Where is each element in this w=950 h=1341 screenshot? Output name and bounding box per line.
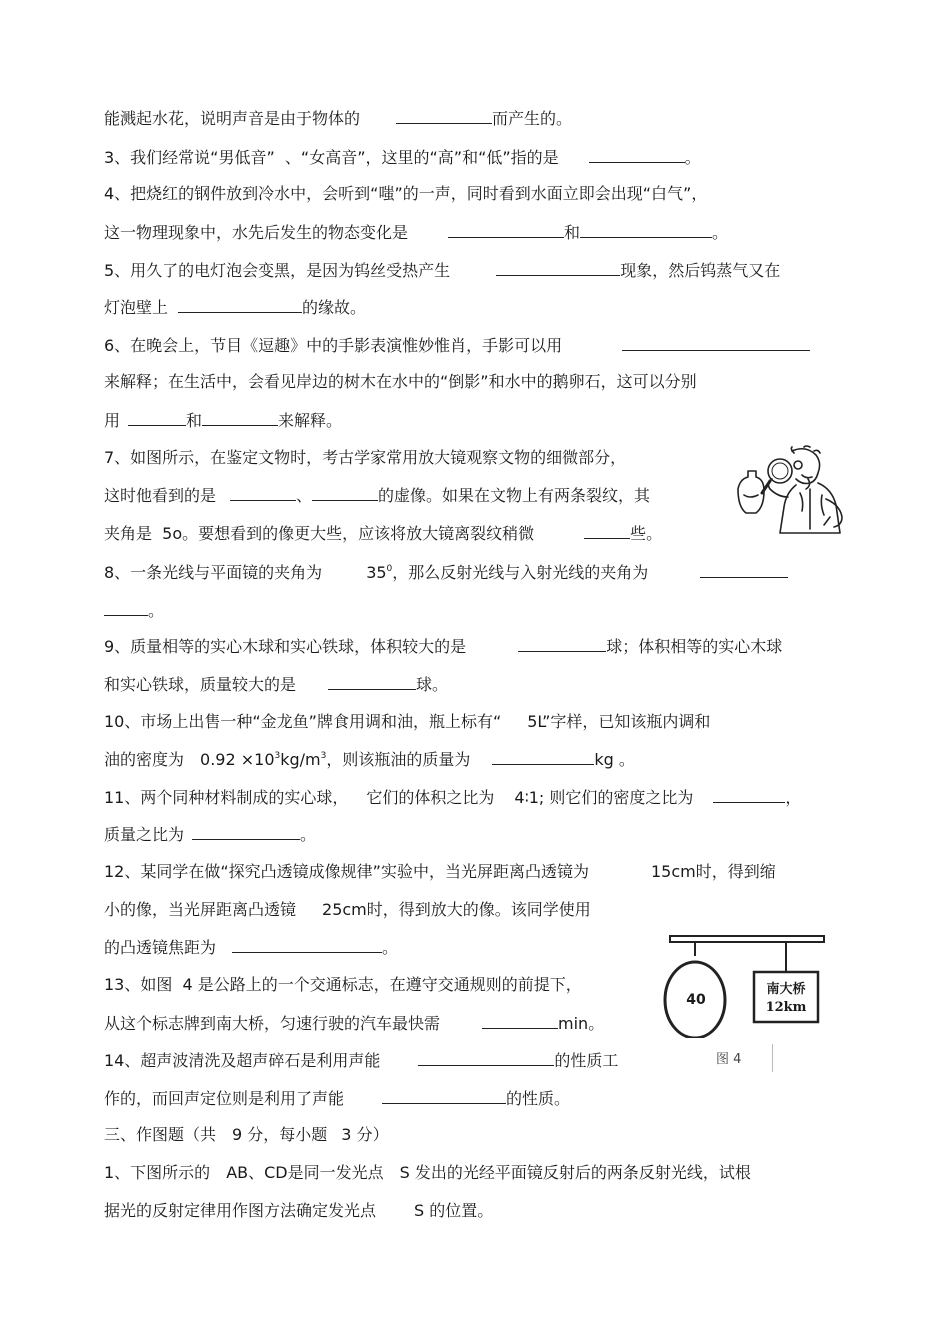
question-4 <box>104 184 707 204</box>
text: 5L <box>527 712 543 731</box>
text: 1、下图所示的 <box>104 1163 211 1182</box>
text: 10、市场上出售一种“金龙鱼”牌食用调和油，瓶上标有“ <box>104 712 502 731</box>
drawing-question-1-line-2 <box>104 1201 493 1221</box>
blank[interactable] <box>312 485 378 501</box>
question-8-line-2 <box>104 600 164 621</box>
question-12-line-2 <box>104 900 591 920</box>
question-10 <box>104 712 710 732</box>
question-6 <box>104 335 810 356</box>
text: 的性质。 <box>506 1089 571 1108</box>
destination-name: 南大桥 <box>766 982 806 997</box>
question-8 <box>104 562 788 583</box>
blank[interactable] <box>202 410 278 426</box>
text: 小的像，当光屏距离凸透镜 <box>104 900 297 919</box>
question-13 <box>104 975 582 995</box>
question-11 <box>104 787 801 808</box>
text: 油的密度为 <box>104 750 185 769</box>
blank[interactable] <box>128 410 186 426</box>
superscript: 3 <box>274 751 281 761</box>
question-6-line-3 <box>104 410 342 431</box>
text: 14、超声波清洗及超声碎石是利用声能 <box>104 1051 381 1070</box>
question-13-line-2 <box>104 1013 604 1034</box>
text: 15cm时，得到缩 <box>650 862 776 881</box>
text: 它们的体积之比为 <box>366 788 495 807</box>
text: 25cm时，得到放大的像。该同学使用 <box>322 900 591 919</box>
text: 用 <box>104 411 121 430</box>
text: 4、把烧红的钢件放到冷水中，会听到“嗤”的一声，同时看到水面立即会出现“白气”， <box>104 184 708 203</box>
figure-caption-text: 图 4 <box>716 1052 742 1067</box>
text: 球。 <box>416 675 449 694</box>
text: 。 <box>300 825 317 844</box>
question-7-line-2 <box>104 485 650 506</box>
text: S 的位置。 <box>414 1201 494 1220</box>
text: 夹角是 5o。要想看到的像更大些，应该将放大镜离裂纹稍微 <box>104 524 535 543</box>
question-14-line-2 <box>104 1088 570 1109</box>
blank[interactable] <box>700 562 788 578</box>
figure-caption <box>708 1044 773 1072</box>
text: 质量之比为 <box>104 825 185 844</box>
blank[interactable] <box>482 1013 558 1029</box>
question-7-line-3 <box>104 523 662 544</box>
blank[interactable] <box>496 260 620 276</box>
question-9-line-2 <box>104 674 448 695</box>
text: 和 <box>186 411 203 430</box>
text: 现象，然后钨蒸气又在 <box>620 261 781 280</box>
text: 球；体积相等的实心木球 <box>606 637 783 656</box>
text: 35 <box>366 563 387 582</box>
text: 3 分） <box>341 1125 389 1144</box>
text: 12、某同学在做“探究凸透镜成像规律”实验中，当光屏距离凸透镜为 <box>104 862 589 881</box>
blank[interactable] <box>492 749 594 765</box>
superscript: 0 <box>386 564 393 574</box>
question-5-line-2 <box>104 297 366 318</box>
text: 和实心铁球，质量较大的是 <box>104 675 297 694</box>
drawing-question-1 <box>104 1163 751 1183</box>
line-1 <box>104 108 572 129</box>
text: 。 <box>382 938 399 957</box>
question-11-line-2 <box>104 824 316 845</box>
text: 5、用久了的电灯泡会变黑，是因为钨丝受热产生 <box>104 261 451 280</box>
blank[interactable] <box>232 937 382 953</box>
question-6-line-2 <box>104 372 697 392</box>
text: kg/m <box>280 750 321 769</box>
question-5 <box>104 260 780 281</box>
blank[interactable] <box>328 674 416 690</box>
text: 三、作图题（共 <box>104 1125 217 1144</box>
text: 的凸透镜焦距为 <box>104 938 217 957</box>
question-7 <box>104 448 626 468</box>
blank[interactable] <box>104 600 148 616</box>
text: 0.92 ×10 <box>200 750 275 769</box>
blank[interactable] <box>178 297 302 313</box>
superscript: 3 <box>320 751 327 761</box>
text: 的虚像。如果在文物上有两条裂纹，其 <box>378 486 651 505</box>
blank[interactable] <box>622 335 810 351</box>
text: 9 分，每小题 <box>232 1125 328 1144</box>
text: 从这个标志牌到南大桥，匀速行驶的汽车最快需 <box>104 1014 441 1033</box>
blank[interactable] <box>230 485 296 501</box>
question-14 <box>104 1050 618 1071</box>
text: 据光的反射定律用作图方法确定发光点 <box>104 1201 377 1220</box>
text: 来解释。 <box>278 411 343 430</box>
text: 13、如图 4 是公路上的一个交通标志，在遵守交通规则的前提下， <box>104 975 582 994</box>
blank[interactable] <box>584 523 630 539</box>
text: S 发出的光经平面镜反射后的两条反射光线，试根 <box>399 1163 751 1182</box>
speed-limit-value: 40 <box>686 992 706 1008</box>
text: 。 <box>148 601 165 620</box>
blank[interactable] <box>192 824 300 840</box>
text: ，那么反射光线与入射光线的夹角为 <box>392 563 649 582</box>
question-9 <box>104 636 782 657</box>
text: 的性质工 <box>554 1051 619 1070</box>
text: kg 。 <box>594 750 635 769</box>
text: ，则该瓶油的质量为 <box>326 750 471 769</box>
text: 和 <box>564 223 581 242</box>
blank[interactable] <box>448 222 564 238</box>
text: 而产生的。 <box>492 109 573 128</box>
question-12 <box>104 862 776 882</box>
text: 6、在晚会上，节目《逗趣》中的手影表演惟妙惟肖，手影可以用 <box>104 336 563 355</box>
text: 、 <box>296 486 313 505</box>
text: 4∶1; 则它们的密度之比为 <box>514 788 694 807</box>
text: 这时他看到的是 <box>104 486 217 505</box>
text: 能溅起水花，说明声音是由于物体的 <box>104 109 361 128</box>
archaeologist-magnifier-illustration <box>730 445 850 541</box>
blank[interactable] <box>713 787 785 803</box>
text: ， <box>785 788 802 807</box>
section-3-heading <box>104 1125 389 1145</box>
blank[interactable] <box>396 108 492 124</box>
distance-value: 12km <box>765 1000 807 1015</box>
question-12-line-3 <box>104 937 398 958</box>
text: 3、我们经常说“男低音” 、“女高音”，这里的“高”和“低”指的是 <box>104 148 559 167</box>
text: ”字样，已知该瓶内调和 <box>542 712 711 731</box>
text: 。 <box>684 148 701 167</box>
text: 灯泡壁上 <box>104 298 169 317</box>
text: 8、一条光线与平面镜的夹角为 <box>104 563 323 582</box>
text: AB、CD是同一发光点 <box>226 1163 384 1182</box>
text: 7、如图所示，在鉴定文物时，考古学家常用放大镜观察文物的细微部分， <box>104 448 627 467</box>
blank[interactable] <box>580 222 712 238</box>
blank[interactable] <box>589 147 685 163</box>
text: 11、两个同种材料制成的实心球， <box>104 788 349 807</box>
text: 。 <box>712 223 729 242</box>
text: 作的，而回声定位则是利用了声能 <box>104 1089 345 1108</box>
blank[interactable] <box>518 636 606 652</box>
text: 些。 <box>630 524 663 543</box>
text: 这一物理现象中，水先后发生的物态变化是 <box>104 223 409 242</box>
blank[interactable] <box>382 1088 506 1104</box>
text: min。 <box>558 1014 605 1033</box>
traffic-sign-figure <box>662 930 828 1038</box>
text: 来解释；在生活中，会看见岸边的树木在水中的“倒影”和水中的鹅卵石，这可以分别 <box>104 372 697 391</box>
question-3 <box>104 147 701 168</box>
text: 的缘故。 <box>302 298 367 317</box>
blank[interactable] <box>418 1050 554 1066</box>
question-10-line-2 <box>104 749 635 770</box>
question-4-line-2 <box>104 222 728 243</box>
text: 9、质量相等的实心木球和实心铁球，体积较大的是 <box>104 637 467 656</box>
